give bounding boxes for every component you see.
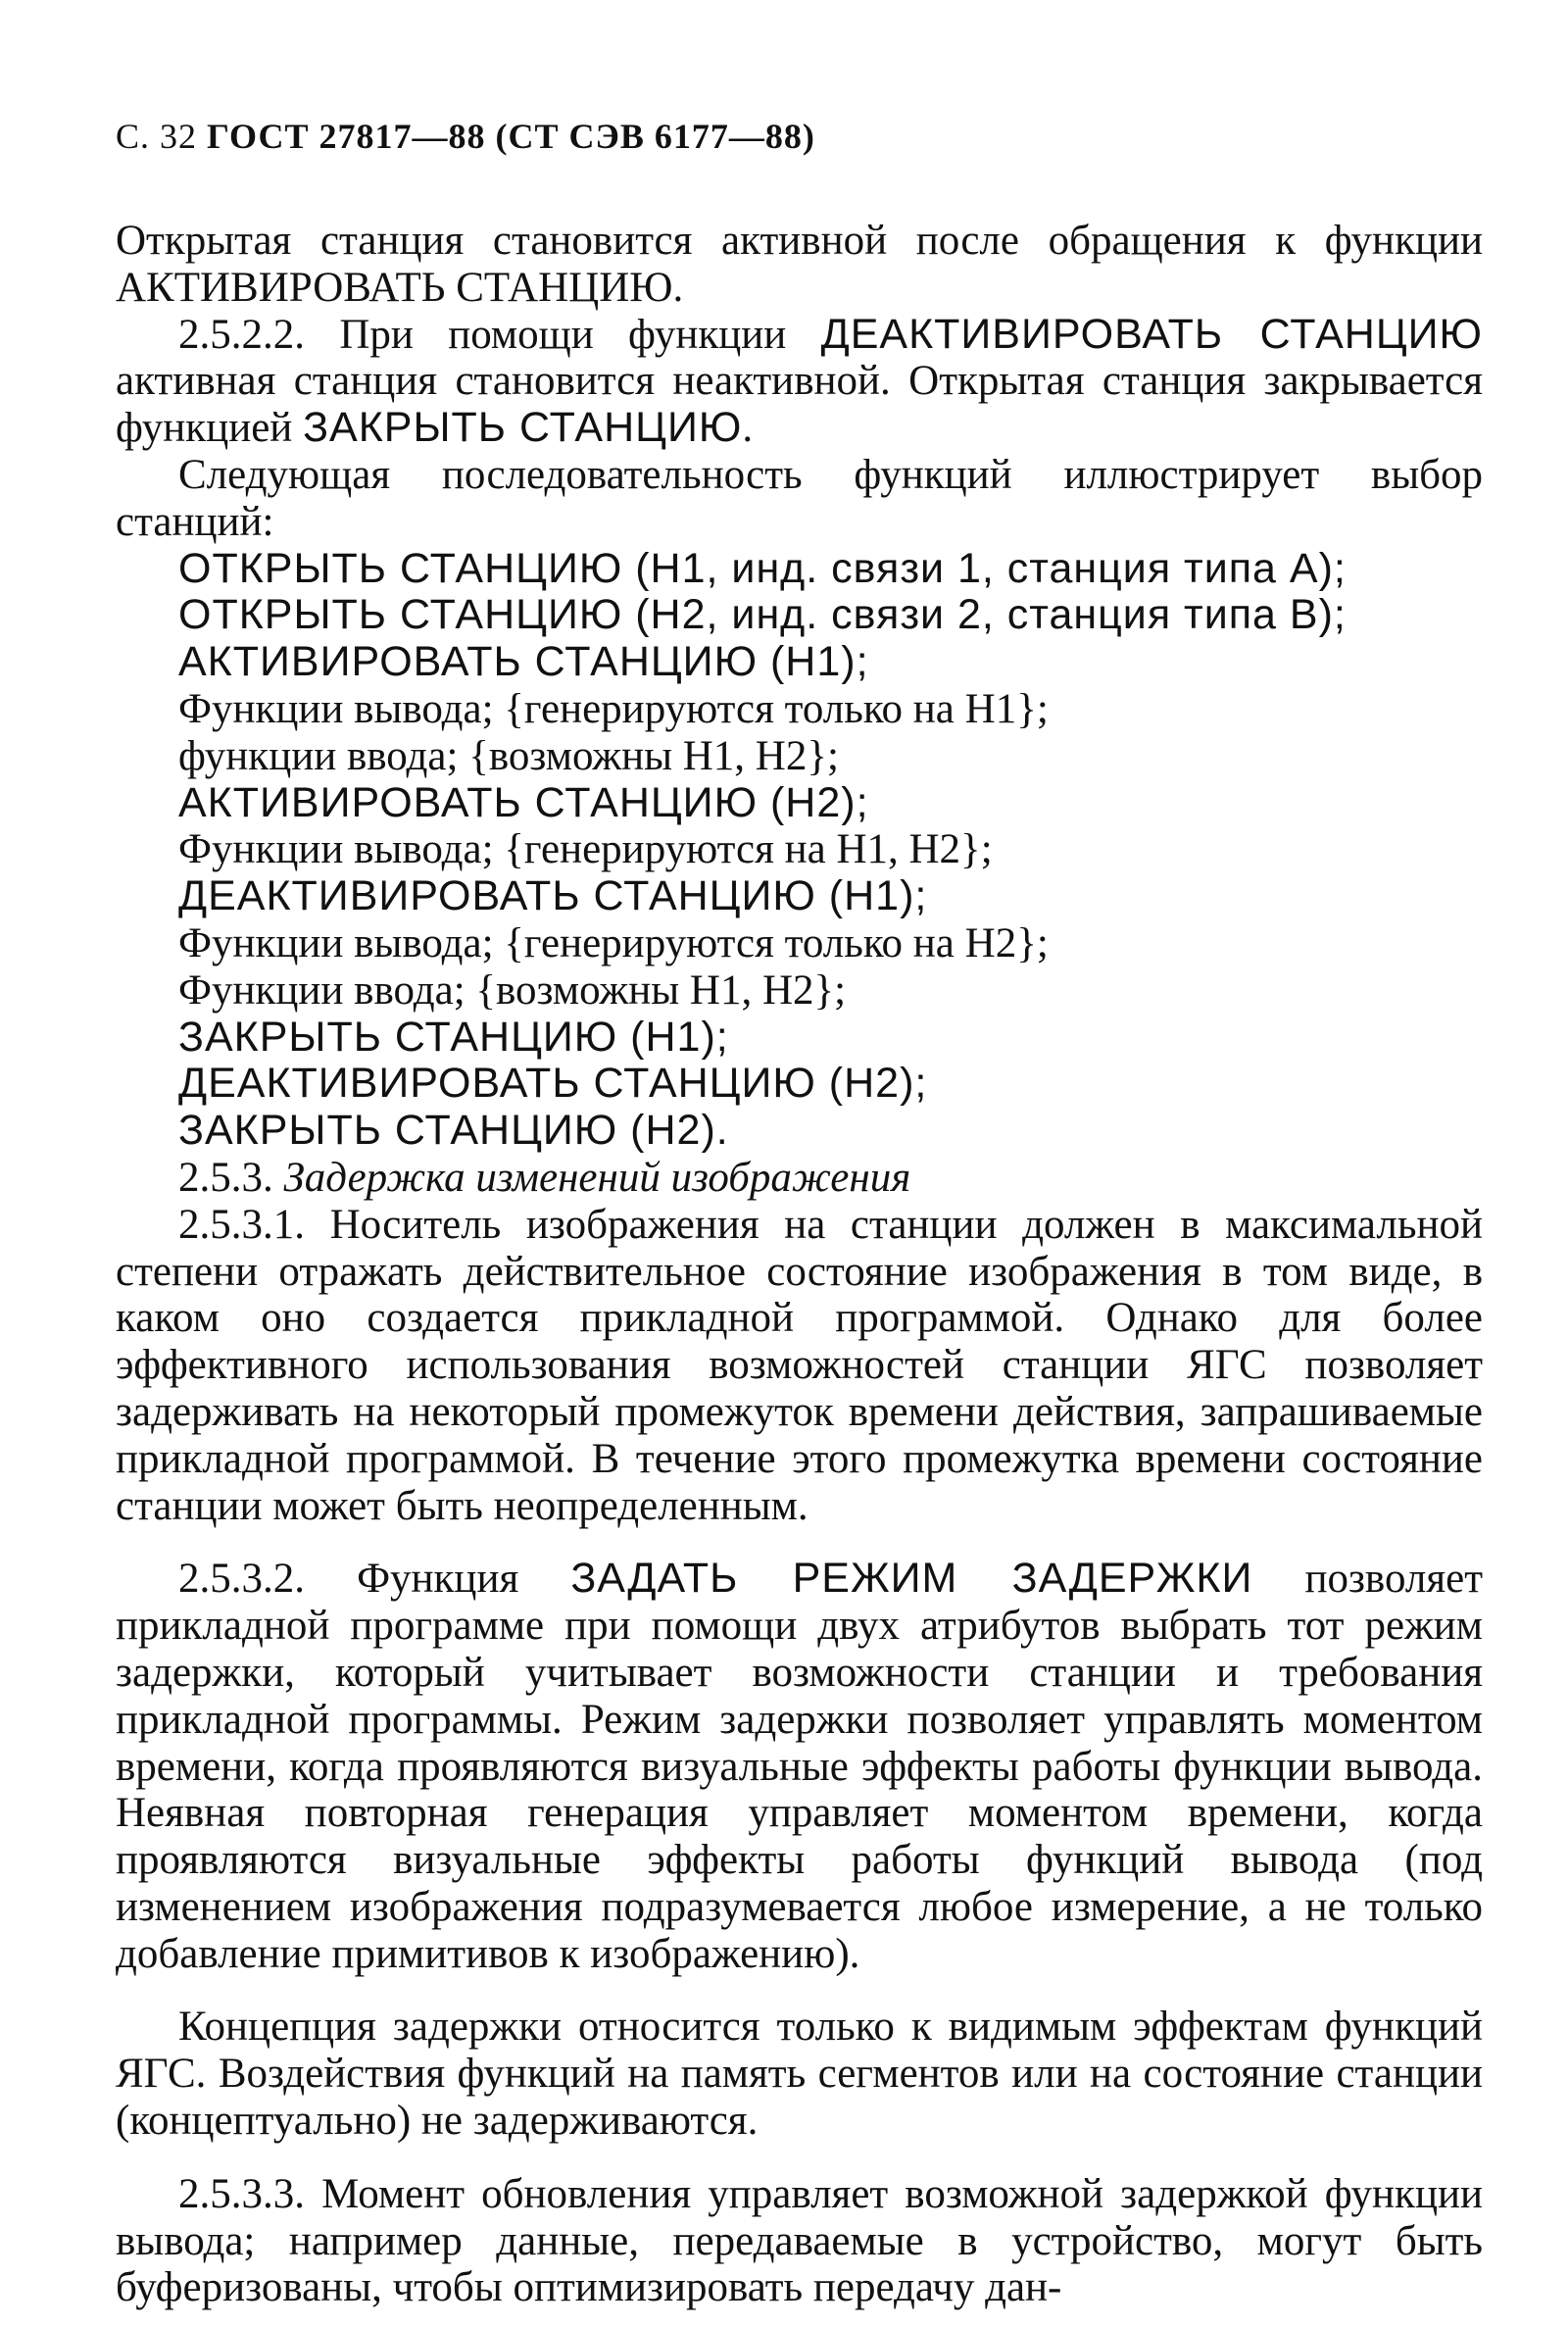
paragraph-2-5-3-3: 2.5.3.3. Момент обновления управляет возможной задержкой функции вывода; например данные, передаваемые в устройство, могут быть буферизованы, чтобы оптимизировать передачу дан- <box>116 2170 1483 2311</box>
body-text <box>116 218 1483 2311</box>
paragraph-deferral-concept: Концепция задержки относится только к видимым эффектам функций ЯГС. Воздействия функций на память сегментов или на состояние станции (концептуально) не задерживаются. <box>116 2004 1483 2145</box>
sequence-line: ДЕАКТИВИРОВАТЬ СТАНЦИЮ (H2); <box>178 1060 928 1108</box>
paragraph-2-5-2-2-end: . <box>742 405 754 452</box>
function-name-deactivate: ДЕАКТИВИРОВАТЬ СТАНЦИЮ <box>820 310 1483 358</box>
sequence-line: ЗАКРЫТЬ СТАНЦИЮ (H1); <box>178 1013 729 1061</box>
sequence-line: ОТКРЫТЬ СТАНЦИЮ (H1, инд. связи 1, станция типа A); <box>178 544 1347 592</box>
function-sequence <box>116 546 1483 1155</box>
sequence-line: АКТИВИРОВАТЬ СТАНЦИЮ (H2); <box>178 778 869 826</box>
sequence-line: Функции вывода; {генерируются только на H2}; <box>178 919 1049 966</box>
page-header <box>116 116 1483 157</box>
sequence-line: ЗАКРЫТЬ СТАНЦИЮ (H2). <box>178 1107 729 1155</box>
section-number: 2.5.3. <box>178 1154 273 1201</box>
paragraph-2-5-3-2-rest: позволяет прикладной программе при помощи двух атрибутов выбрать тот режим задержки, который учитывает возможности станции и требования прикладной программы. Режим задержки позволяет управлять моментом времени, когда проявляются визуальные эффекты работы функции вывода. Неявная повторная генерация управляет моментом времени, когда проявляются визуальные эффекты работы функций вывода (под изменением изображения подразумевается любое измерение, а не только добавление примитивов к изображению). <box>116 1556 1483 1977</box>
paragraph-2-5-3-2 <box>116 1556 1483 1977</box>
sequence-line: Функции вывода; {генерируются только на H1}; <box>178 685 1049 732</box>
sequence-line: АКТИВИРОВАТЬ СТАНЦИЮ (H1); <box>178 638 869 686</box>
paragraph-2-5-2-2-start: 2.5.2.2. При помощи функции <box>178 311 821 358</box>
paragraph-station-activation: Открытая станция становится активной после обращения к функции АКТИВИРОВАТЬ СТАНЦИЮ. <box>116 218 1483 311</box>
paragraph-2-5-3-2-start: 2.5.3.2. Функция <box>178 1556 571 1603</box>
paragraph-2-5-2-2 <box>116 312 1483 452</box>
page-content <box>116 116 1483 2311</box>
section-title: Задержка изменений изображения <box>283 1154 911 1201</box>
paragraph-sequence-intro: Следующая последовательность функций иллюстрирует выбор станций: <box>116 451 1483 545</box>
paragraph-2-5-3-1: 2.5.3.1. Носитель изображения на станции должен в максимальной степени отражать действительное состояние изображения в том виде, в каком оно создается прикладной программой. Однако для более эффективного использования возможностей станции ЯГС позволяет задерживать на некоторый промежуток времени действия, запрашиваемые прикладной программой. В течение этого промежутка времени состояние станции может быть неопределенным. <box>116 1201 1483 1529</box>
standard-designation: ГОСТ 27817—88 (СТ СЭВ 6177—88) <box>207 117 815 156</box>
paragraph-2-5-2-2-middle: активная станция становится неактивной. Открытая станция закрывается функцией <box>116 358 1483 452</box>
section-heading-2-5-3 <box>116 1155 1483 1202</box>
function-name-set-deferral: ЗАДАТЬ РЕЖИМ ЗАДЕРЖКИ <box>570 1555 1253 1603</box>
sequence-line: ДЕАКТИВИРОВАТЬ СТАНЦИЮ (H1); <box>178 872 928 920</box>
function-name-close: ЗАКРЫТЬ СТАНЦИЮ <box>303 404 743 452</box>
sequence-line: Функции вывода; {генерируются на H1, H2}; <box>178 826 993 873</box>
page-number: С. 32 <box>116 117 198 156</box>
sequence-line: ОТКРЫТЬ СТАНЦИЮ (H2, инд. связи 2, станция типа B); <box>178 591 1347 639</box>
sequence-line: Функции ввода; {возможны H1, H2}; <box>178 966 847 1014</box>
sequence-line: функции ввода; {возможны H1, H2}; <box>178 732 839 779</box>
